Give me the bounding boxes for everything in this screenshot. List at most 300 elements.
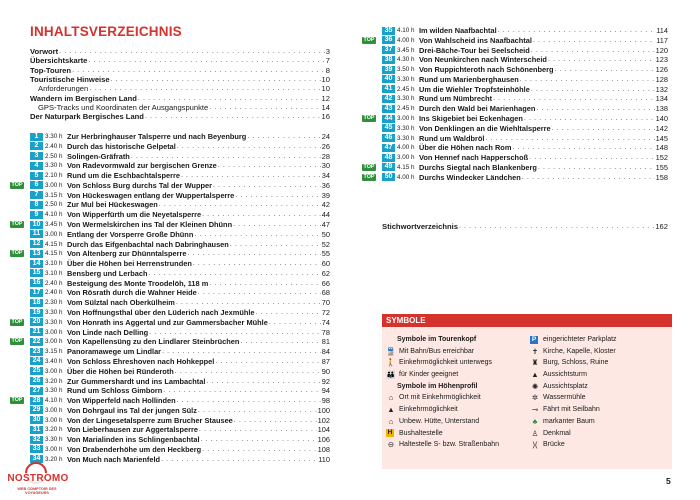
tour-number: 33	[30, 445, 43, 453]
tour-entry[interactable]	[30, 161, 330, 170]
symbol-label: Symbole im Höhenprofil	[397, 382, 478, 390]
tour-number: 13	[30, 250, 43, 258]
tour-duration: 3.00 h	[397, 154, 415, 162]
tour-number: 24	[30, 357, 43, 365]
tour-duration: 2.40 h	[45, 142, 63, 150]
tour-entry[interactable]	[382, 26, 668, 35]
bridge-icon: )(	[532, 440, 538, 450]
symbol-label: Bushaltestelle	[399, 429, 443, 437]
leader-dots	[149, 269, 321, 278]
toc-entry[interactable]	[30, 75, 330, 84]
tour-duration: 4.00 h	[397, 144, 415, 152]
tour-entry[interactable]	[382, 46, 668, 55]
tour-name: Durch das Eifgenbachtal nach Dabringhausen	[67, 239, 229, 249]
leader-dots	[89, 84, 320, 93]
tour-entry[interactable]	[30, 406, 330, 415]
cable-car-icon: ⊸	[531, 405, 539, 415]
leader-dots	[230, 240, 321, 249]
tour-page: 98	[321, 396, 330, 406]
top-tour-badge: TOP	[11, 221, 23, 228]
hiker-icon: 🚶	[386, 358, 396, 368]
tour-entry[interactable]	[11, 249, 330, 259]
tour-entry[interactable]	[30, 386, 330, 395]
tour-duration: 3.30 h	[45, 133, 63, 140]
tour-page: 155	[655, 162, 668, 172]
tour-name: Panoramawege um Lindlar	[67, 347, 162, 357]
tour-page: 24	[321, 132, 330, 141]
toc-entry-label: Top-Touren	[30, 65, 72, 75]
top-tour-badge: TOP	[11, 397, 23, 404]
tour-duration: 2.45 h	[397, 105, 415, 113]
tour-name: Von der Lingesetalsperre zum Brucher Stausee	[67, 415, 233, 425]
leader-dots	[177, 142, 321, 151]
leader-dots	[193, 259, 321, 268]
leader-dots	[234, 416, 317, 425]
tour-entry[interactable]	[363, 114, 668, 124]
leader-dots	[555, 65, 655, 74]
toc-entry-label: Anforderungen	[38, 84, 89, 94]
tour-duration: 3.20 h	[45, 426, 63, 434]
tour-page: 60	[321, 259, 330, 269]
tour-entry[interactable]	[11, 337, 330, 347]
tour-duration: 3.00 h	[397, 115, 415, 123]
tour-duration: 3.30 h	[397, 95, 415, 103]
symbol-entry	[530, 416, 670, 428]
symbol-label: Denkmal	[543, 429, 571, 437]
top-tour-badge: TOP	[363, 163, 375, 170]
toc-entry[interactable]	[30, 47, 330, 56]
tour-duration: 2.50 h	[45, 152, 63, 160]
tour-entry[interactable]	[30, 288, 330, 297]
tour-number: 17	[30, 289, 43, 297]
viewpoint-icon: ✺	[531, 381, 539, 391]
leader-dots	[209, 279, 321, 288]
bus-icon: H	[387, 429, 393, 437]
tour-duration: 4.10 h	[45, 397, 63, 405]
toc-entry-label: Vorwort	[30, 47, 59, 56]
top-tour-badge: TOP	[11, 338, 23, 345]
nostromo-watermark	[5, 462, 69, 496]
tour-name: Von Linde nach Delling	[67, 327, 149, 337]
tour-name: Rund um Nümbrecht	[419, 94, 493, 104]
tour-number: 47	[382, 144, 395, 152]
leader-dots	[533, 36, 655, 45]
leader-dots	[240, 337, 320, 346]
tour-entry[interactable]	[30, 308, 330, 317]
leader-dots	[498, 26, 656, 35]
tour-number: 4	[30, 162, 43, 170]
leader-dots	[198, 288, 321, 297]
top-tour-badge: TOP	[11, 250, 23, 257]
tour-page: 39	[321, 190, 330, 200]
leader-dots	[194, 230, 320, 239]
tour-duration: 3.20 h	[45, 455, 63, 463]
tour-entry[interactable]	[30, 142, 330, 151]
symbol-label: Unbew. Hütte, Unterstand	[399, 417, 480, 425]
leader-dots	[162, 347, 321, 356]
symbol-label: Mit Bahn/Bus erreichbar	[399, 347, 475, 355]
leader-dots	[199, 425, 317, 434]
leader-dots	[145, 112, 321, 121]
tour-entry[interactable]	[382, 75, 668, 84]
tour-duration: 3.30 h	[397, 75, 415, 83]
tour-duration: 3.15 h	[45, 191, 63, 199]
tour-duration: 4.10 h	[45, 211, 63, 219]
leader-dots	[485, 134, 654, 143]
toc-entry-label: Touristische Hinweise	[30, 74, 110, 84]
tour-entry[interactable]	[30, 298, 330, 307]
leader-dots	[548, 55, 655, 64]
tour-number: 22	[30, 338, 43, 346]
leader-dots	[538, 163, 655, 172]
tour-page: 140	[655, 114, 668, 124]
leader-dots	[512, 143, 654, 152]
symbol-label: Fährt mit Seilbahn	[543, 406, 600, 414]
tour-number: 38	[382, 56, 395, 64]
tour-entry[interactable]	[363, 172, 668, 182]
parking-icon: P	[531, 335, 537, 343]
toc-entry[interactable]	[30, 94, 330, 103]
leader-dots	[131, 152, 321, 161]
symbol-entry	[530, 439, 670, 451]
toc-entry-page: 16	[321, 112, 330, 122]
tour-name: Von Denklingen an die Wiehltalsperre	[419, 123, 551, 133]
tour-page: 94	[321, 386, 330, 396]
page-title: INHALTSVERZEICHNIS	[30, 24, 182, 39]
tour-number: 16	[30, 279, 43, 287]
tour-name: Von Wipperfeld nach Hollinden	[67, 396, 176, 406]
tour-name: Von Altenberg zur Dhünntalsperre	[67, 249, 187, 259]
village-icon: ⌂	[388, 393, 394, 403]
tour-entry[interactable]	[11, 180, 330, 190]
tour-entry[interactable]	[30, 230, 330, 239]
tour-number: 27	[30, 387, 43, 395]
tour-duration: 4.00 h	[397, 36, 415, 44]
toc-entry[interactable]	[30, 56, 330, 65]
tour-number: 35	[382, 27, 395, 35]
symbol-entry	[386, 392, 531, 404]
leader-dots	[269, 318, 321, 327]
tour-entry[interactable]	[30, 435, 330, 444]
leader-dots	[233, 220, 321, 229]
tour-duration: 2.50 h	[45, 201, 63, 209]
symbol-label: Brücke	[543, 441, 565, 449]
tour-page: 92	[321, 376, 330, 386]
tour-name: Rund um die Eschbachtalsperre	[67, 171, 180, 181]
tour-number: 26	[30, 377, 43, 385]
child-icon: 👪	[386, 370, 396, 380]
tour-number: 18	[30, 299, 43, 307]
leader-dots	[72, 66, 325, 75]
tour-number: 30	[30, 416, 43, 424]
tour-entry[interactable]	[30, 171, 330, 180]
tour-entry[interactable]	[382, 143, 668, 152]
tour-page: 72	[321, 308, 330, 318]
tour-number: 29	[30, 406, 43, 414]
tour-name: Durch den Wald bei Marienhagen	[419, 104, 536, 114]
tour-entry[interactable]	[30, 200, 330, 209]
tour-duration: 2.10 h	[45, 172, 63, 180]
tour-entry[interactable]	[30, 416, 330, 425]
tour-page: 134	[655, 94, 668, 104]
tour-page: 138	[655, 104, 668, 114]
tour-name: Von Dohrgaul ins Tal der jungen Sülz	[67, 405, 197, 415]
tour-duration: 4.10 h	[397, 27, 415, 34]
leader-dots	[215, 357, 320, 366]
tour-name: Von Schloss Ehreshoven nach Hohkeppel	[67, 356, 215, 366]
tour-page: 36	[321, 180, 330, 190]
tour-entry[interactable]	[30, 152, 330, 161]
top-tour-badge: TOP	[11, 318, 23, 325]
symbol-entry	[386, 428, 531, 440]
top-tour-badge: TOP	[11, 181, 23, 188]
tour-number: 10	[30, 221, 43, 229]
symbol-entry	[386, 404, 531, 416]
tour-name: Durchs Windecker Ländchen	[419, 172, 521, 182]
tour-number: 34	[30, 455, 43, 463]
hut-icon: ▲	[387, 405, 395, 415]
symbol-entry	[530, 428, 670, 440]
leader-dots	[536, 104, 654, 113]
tour-duration: 3.00 h	[45, 416, 63, 424]
tour-page: 62	[321, 268, 330, 278]
tour-entry[interactable]	[363, 162, 668, 172]
tour-entry[interactable]	[382, 65, 668, 74]
tour-number: 7	[30, 191, 43, 199]
tour-duration: 3.15 h	[45, 348, 63, 356]
tour-number: 15	[30, 269, 43, 277]
tour-duration: 3.30 h	[45, 162, 63, 170]
tour-duration: 3.30 h	[397, 124, 415, 132]
tour-entry[interactable]	[30, 259, 330, 268]
tour-entry[interactable]	[382, 134, 668, 143]
tour-duration: 2.45 h	[397, 85, 415, 93]
symbol-group-heading	[386, 334, 531, 346]
leader-dots	[520, 75, 655, 84]
tour-entry[interactable]	[382, 94, 668, 103]
tour-page: 148	[655, 143, 668, 153]
leader-dots	[552, 124, 655, 133]
tour-number: 41	[382, 85, 395, 93]
logo-tagline: WEB COMPTOIR DES VOYAGEURS	[17, 487, 57, 495]
tour-entry[interactable]	[30, 347, 330, 356]
tour-entry[interactable]	[382, 104, 668, 113]
leader-dots	[159, 200, 321, 209]
symbol-legend-title: SYMBOLE	[382, 314, 672, 327]
symbol-group-heading	[386, 381, 531, 393]
tour-name: Von Hoffnungsthal über den Lüderich nach Jexmühle	[67, 308, 255, 318]
toc-entry-label: Wandern im Bergischen Land	[30, 93, 137, 103]
index-page: 162	[655, 222, 668, 231]
tour-entry[interactable]	[382, 124, 668, 133]
toc-entry[interactable]	[30, 112, 330, 121]
tour-duration: 4.15 h	[45, 240, 63, 248]
tour-entry[interactable]	[30, 367, 330, 376]
tour-number: 21	[30, 328, 43, 336]
tour-entry[interactable]	[382, 55, 668, 64]
leader-dots	[88, 56, 324, 65]
toc-entry[interactable]	[30, 66, 330, 75]
toc-entry-page: 14	[321, 102, 330, 112]
tour-duration: 3.30 h	[397, 134, 415, 142]
tour-number: 36	[382, 36, 395, 44]
tour-entry[interactable]	[11, 396, 330, 406]
tour-duration: 3.50 h	[397, 66, 415, 74]
tour-name: Rund um Waldbröl	[419, 133, 485, 143]
symbol-entry	[386, 369, 531, 381]
tour-duration: 3.00 h	[45, 328, 63, 336]
tree-icon: ♣	[532, 416, 538, 426]
tour-duration: 3.45 h	[397, 46, 415, 54]
toc-entry-page: 3	[325, 47, 330, 56]
tour-duration: 3.00 h	[45, 181, 63, 189]
tour-page: 47	[321, 220, 330, 230]
tour-name: Durch das historische Gelpetal	[67, 141, 176, 151]
tour-duration: 2.30 h	[45, 299, 63, 307]
tour-name: Von Wermelskirchen ins Tal der Kleinen Dhünn	[67, 220, 233, 230]
tour-page: 70	[321, 298, 330, 308]
tour-entry[interactable]	[30, 279, 330, 288]
leader-dots	[206, 377, 320, 386]
symbol-entry	[530, 357, 670, 369]
tour-page: 104	[317, 425, 330, 435]
tour-number: 40	[382, 75, 395, 83]
symbol-label: Symbole im Tourenkopf	[397, 336, 477, 343]
tour-number: 25	[30, 367, 43, 375]
tour-number: 11	[30, 230, 43, 238]
tour-entry[interactable]	[382, 153, 668, 162]
tour-entry[interactable]	[30, 425, 330, 434]
tour-page: 26	[321, 141, 330, 151]
tour-name: Über die Höhen bei Herrenstrunden	[67, 259, 192, 269]
tour-duration: 3.40 h	[45, 357, 63, 365]
tour-page: 42	[321, 200, 330, 210]
leader-dots	[218, 161, 321, 170]
tour-entry[interactable]	[30, 269, 330, 278]
monument-icon: ♙	[531, 428, 539, 438]
leader-dots	[209, 103, 320, 112]
tour-entry[interactable]	[30, 455, 330, 464]
tour-name: Bensberg und Lerbach	[67, 268, 148, 278]
leader-dots	[524, 114, 655, 123]
tour-entry[interactable]	[11, 317, 330, 327]
tour-duration: 4.15 h	[45, 250, 63, 258]
top-tour-badge: TOP	[363, 36, 375, 43]
toc-entry-label: Der Naturpark Bergisches Land	[30, 112, 144, 122]
tour-name: Von Rösrath durch die Wahner Heide	[67, 288, 197, 298]
tour-entry[interactable]	[30, 240, 330, 249]
tour-number: 49	[382, 163, 395, 171]
tour-name: Von Hennef nach Happerschoß	[419, 153, 529, 163]
tour-number: 31	[30, 426, 43, 434]
toc-entry[interactable]	[30, 103, 330, 112]
leader-dots	[213, 181, 321, 190]
tour-entry[interactable]	[30, 132, 330, 141]
leader-dots	[188, 249, 321, 258]
top-tour-badge: TOP	[363, 173, 375, 180]
leader-dots	[111, 75, 321, 84]
tour-entry[interactable]	[11, 220, 330, 230]
tour-page: 87	[321, 356, 330, 366]
tour-name: Zur Mul bei Hückeswagen	[67, 200, 158, 210]
tour-duration: 3.00 h	[45, 406, 63, 414]
tour-entry[interactable]	[363, 35, 668, 45]
tour-name: Solingen-Gräfrath	[67, 151, 130, 161]
tour-page: 110	[318, 454, 330, 464]
tram-icon: ⊖	[387, 440, 395, 450]
tour-entry[interactable]	[30, 191, 330, 200]
symbol-label: Ort mit Einkehrmöglichkeit	[399, 394, 481, 402]
leader-dots	[181, 171, 321, 180]
toc-entry-page: 12	[321, 93, 330, 103]
symbol-label: Haltestelle S- bzw. Straßenbahn	[399, 441, 499, 449]
page-number: 5	[666, 476, 671, 486]
tour-page: 78	[321, 327, 330, 337]
tour-page: 28	[321, 151, 330, 161]
tour-page: 100	[317, 405, 330, 415]
symbol-entry	[386, 357, 531, 369]
tour-page: 128	[655, 74, 668, 84]
leader-dots	[529, 153, 655, 162]
toc-entry-label: Übersichtskarte	[30, 56, 88, 66]
church-icon: ✝	[531, 346, 539, 356]
tour-duration: 3.00 h	[45, 445, 63, 453]
tour-page: 34	[321, 171, 330, 181]
tour-number: 50	[382, 173, 395, 181]
toc-entry[interactable]	[30, 84, 330, 93]
tour-entry[interactable]	[30, 210, 330, 219]
tour-name: Von Neunkirchen nach Winterscheid	[419, 55, 547, 65]
leader-dots	[59, 47, 325, 56]
tour-name: Zur Herbringhauser Talsperre und nach Beyenburg	[67, 132, 247, 141]
tour-duration: 3.00 h	[45, 338, 63, 346]
symbol-column-a	[386, 334, 531, 451]
tour-entry[interactable]	[30, 377, 330, 386]
tour-name: Rund um Schloss Gimborn	[67, 386, 163, 396]
tour-page: 132	[655, 84, 668, 94]
tour-number: 19	[30, 309, 43, 317]
tour-duration: 2.40 h	[45, 289, 63, 297]
tour-entry[interactable]	[30, 357, 330, 366]
toc-entry-page: 10	[321, 74, 330, 84]
tour-entry[interactable]	[30, 328, 330, 337]
tour-number: 5	[30, 172, 43, 180]
symbol-entry	[530, 334, 670, 346]
symbol-legend	[382, 314, 672, 469]
tour-page: 84	[321, 347, 330, 357]
index-entry[interactable]	[382, 222, 668, 231]
symbol-entry	[530, 346, 670, 358]
tour-number: 2	[30, 142, 43, 150]
tour-entry[interactable]	[30, 445, 330, 454]
tour-page: 106	[317, 435, 330, 445]
tour-page: 102	[317, 415, 330, 425]
tour-duration: 3.10 h	[45, 260, 63, 268]
tour-entry[interactable]	[382, 85, 668, 94]
tour-duration: 3.30 h	[45, 387, 63, 395]
tour-duration: 3.45 h	[45, 221, 63, 229]
symbol-label: für Kinder geeignet	[399, 371, 459, 379]
tour-duration: 3.20 h	[45, 377, 63, 385]
tour-name: Durchs Siegtal nach Blankenberg	[419, 162, 537, 172]
train-icon: 🚆	[386, 346, 396, 356]
tour-duration: 3.30 h	[45, 309, 63, 317]
leader-dots	[201, 435, 317, 444]
tour-name: Im wilden Naafbachtal	[419, 26, 497, 35]
toc-entry-label: GPS-Tracks und Koordinaten der Ausgangspunkte	[38, 102, 209, 112]
tour-number: 46	[382, 134, 395, 142]
symbol-entry	[386, 416, 531, 428]
